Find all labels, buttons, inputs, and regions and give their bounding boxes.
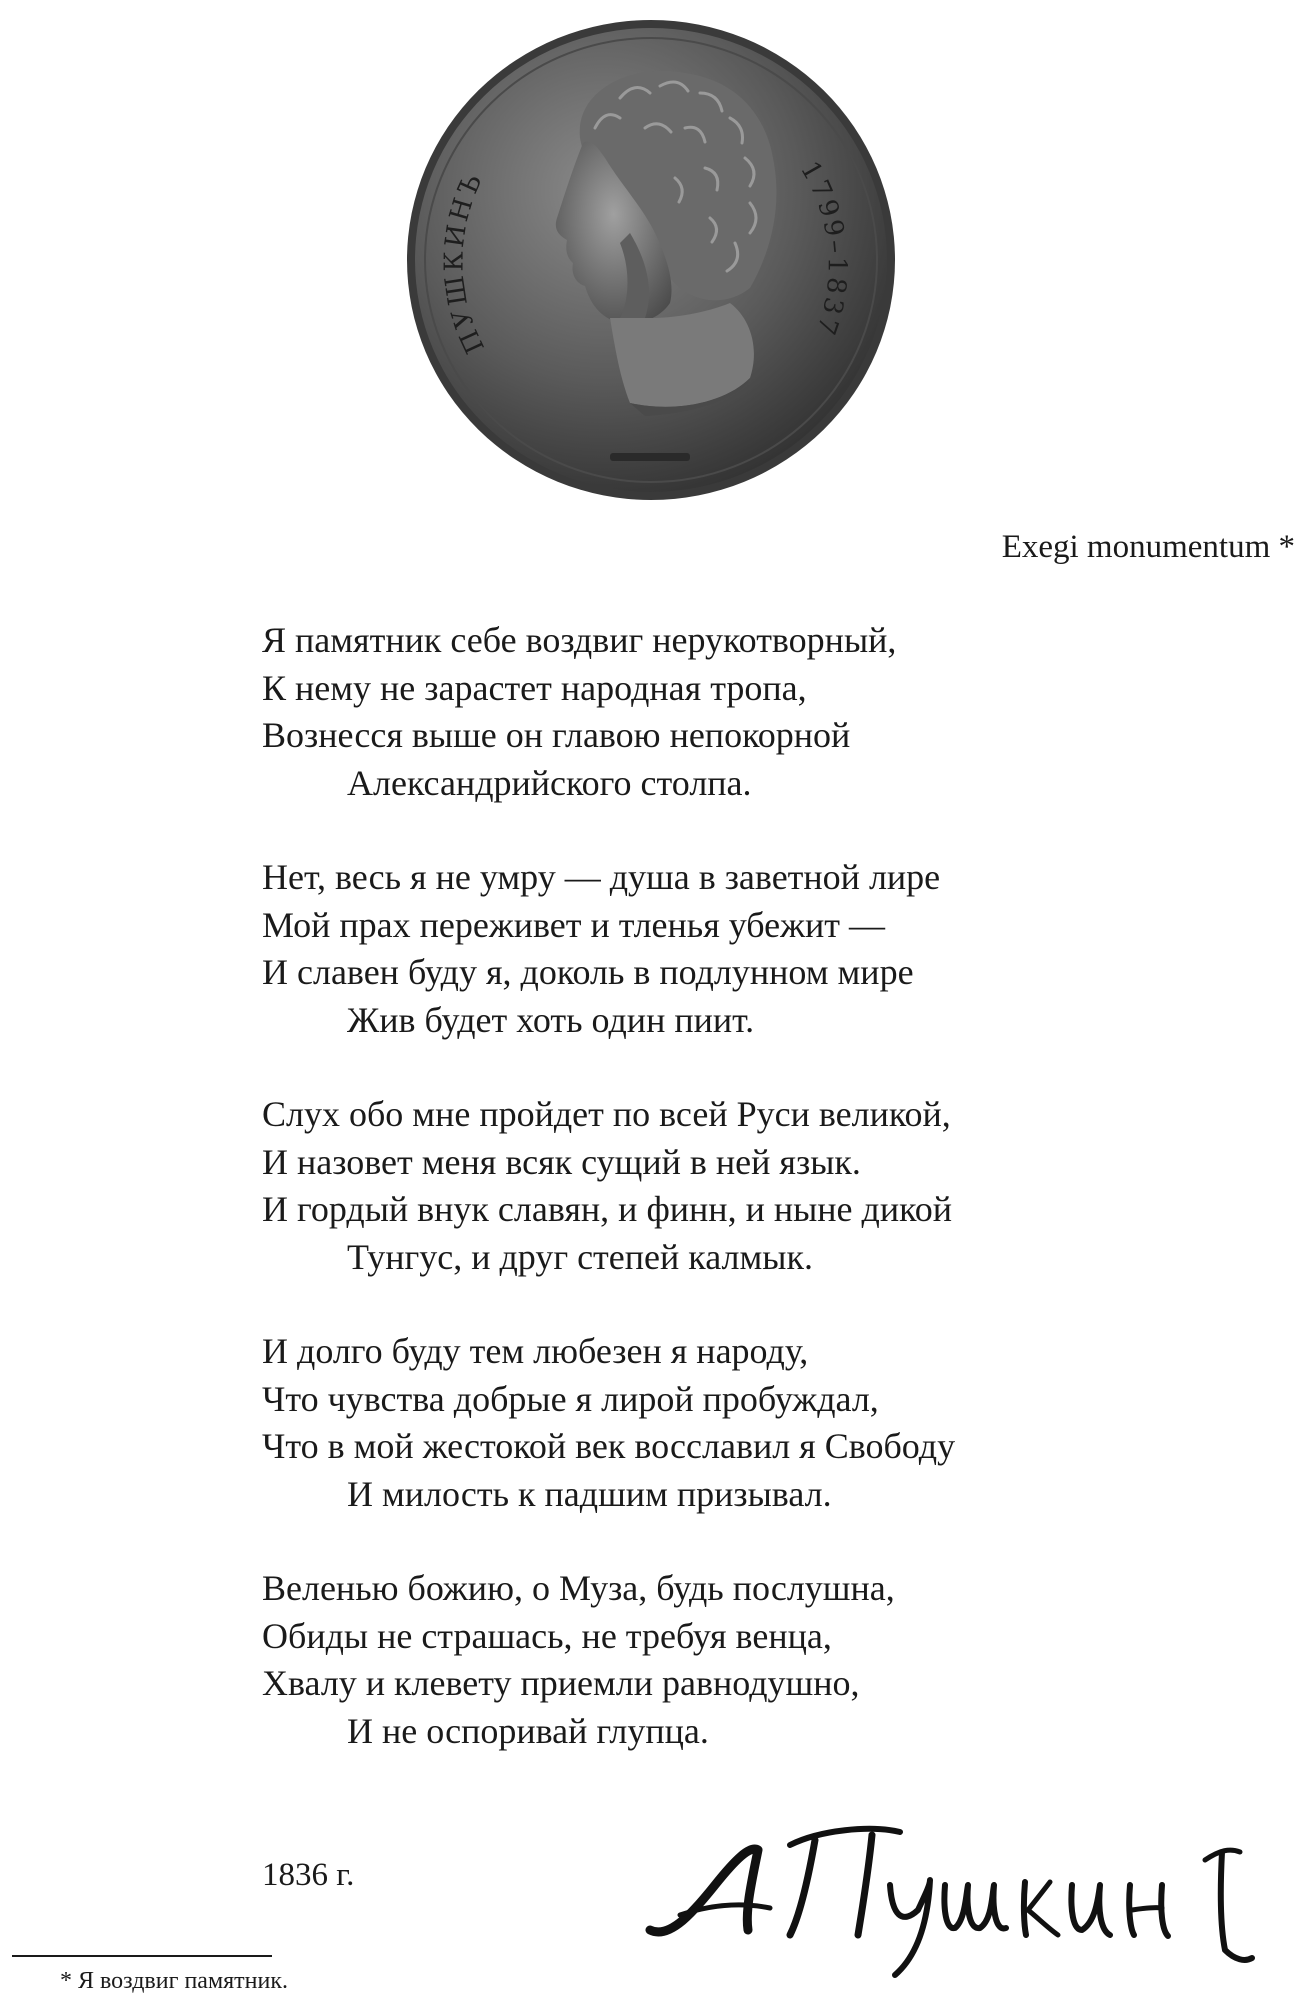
- medal-legend-name: ПУШКИНЪ: [439, 167, 491, 358]
- footnote: * Я воздвиг памятник.: [60, 1968, 289, 1994]
- poem-line: Я памятник себе воздвиг нерукотворный,: [262, 620, 897, 660]
- poem-line: Что чувства добрые я лирой пробуждал,: [262, 1378, 879, 1419]
- pushkin-medal-image: [405, 18, 897, 503]
- poem-line: Что в мой жестокой век восславил я Свободу: [262, 1426, 956, 1466]
- poem-line: Веленью божию, о Муза, будь послушна,: [262, 1568, 895, 1608]
- stanza: [262, 617, 955, 807]
- poem-line: Нет, весь я не умру — душа в заветной лире: [262, 857, 941, 897]
- poem-line: К нему не зарастет народная тропа,: [262, 667, 807, 708]
- stanza: [262, 1091, 955, 1281]
- poem-line: Хвалу и клевету приемли равнодушно,: [262, 1663, 860, 1703]
- medal-legend-years: 1799–1837: [794, 156, 852, 341]
- poem-date: 1836 г.: [262, 1857, 355, 1893]
- poem-line: И милость к падшим призывал.: [347, 1473, 832, 1514]
- epigraph: Exegi monumentum *: [1001, 529, 1295, 565]
- poem-line: И долго буду тем любезен я народу,: [262, 1331, 809, 1371]
- poem-line: Александрийского столпа.: [347, 762, 752, 803]
- poem-line: Обиды не страшась, не требуя венца,: [262, 1615, 832, 1656]
- stanza: [262, 854, 955, 1044]
- poem-line: И славен буду я, доколь в подлунном мире: [262, 952, 914, 992]
- poem: [262, 617, 955, 1802]
- stanza: [262, 1565, 955, 1755]
- poem-line: Тунгус, и друг степей калмык.: [347, 1236, 813, 1277]
- poem-line: Слух обо мне пройдет по всей Руси великой,: [262, 1094, 951, 1134]
- poem-line: Вознесся выше он главою непокорной: [262, 715, 851, 755]
- poem-line: Жив будет хоть один пиит.: [347, 999, 755, 1040]
- poem-line: Мой прах переживет и тленья убежит —: [262, 904, 885, 945]
- poem-line: И не оспоривай глупца.: [347, 1710, 709, 1751]
- footnote-rule: [12, 1955, 272, 1957]
- poem-line: И гордый внук славян, и финн, и ныне дикой: [262, 1189, 953, 1229]
- stanza: [262, 1328, 955, 1518]
- pushkin-signature-image: [640, 1790, 1260, 1990]
- poem-line: И назовет меня всяк сущий в ней язык.: [262, 1141, 861, 1182]
